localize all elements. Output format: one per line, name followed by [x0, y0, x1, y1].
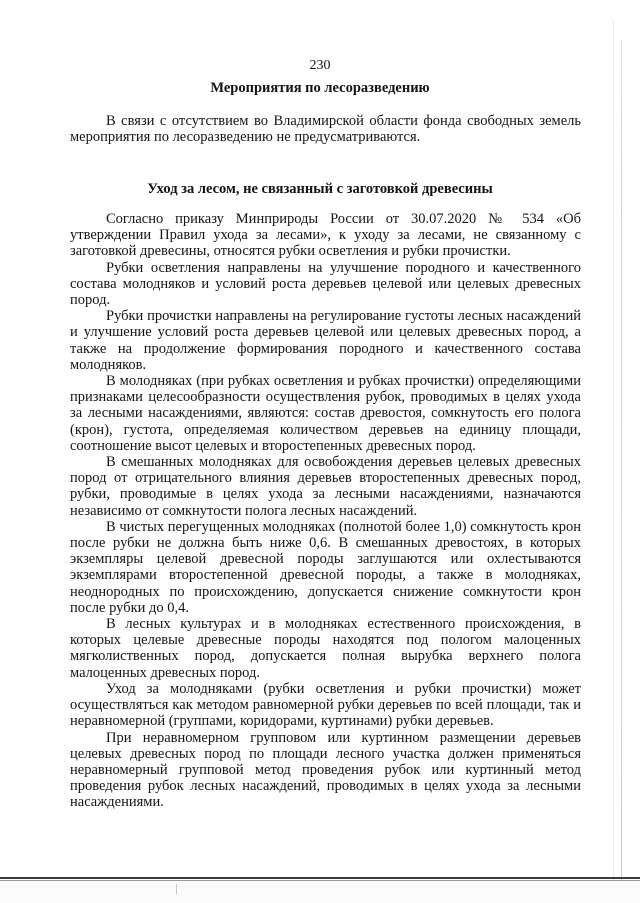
page-number: 230 [309, 58, 331, 73]
paragraph: В молодняках (при рубках осветления и рубках прочистки) определяющими признаками целесообразности осуществления рубок, проводимых в целях ухода за лесными насаждениями, являются: состав древостоя, сомкнутость его полога (крон), густота, определяемая количеством деревьев на единицу площади, соотношение высот целевых и второстепенных древесных пород. [70, 373, 581, 454]
paragraph: Рубки прочистки направлены на регулирование густоты лесных насаждений и улучшение условий роста деревьев целевой или целевых древесных пород, а также на продолжение формирования породного и качественного состава молодняков. [70, 308, 581, 373]
section-title-afforestation: Мероприятия по лесоразведению [210, 80, 430, 96]
scan-mark [176, 884, 177, 894]
paragraph: При неравномерном групповом или куртинном размещении деревьев целевых древесных пород по площади лесного участка должен применяться неравномерный групповой метод проведения рубок или куртинный метод проведения рубок лесных насаждений, проводимых в целях ухода за лесными насаждениями. [70, 729, 581, 811]
scan-edge-line [621, 40, 622, 880]
paragraph: В смешанных молодняках для освобождения деревьев целевых древесных пород от отрицательного влияния деревьев второстепенных древесных пород, рубки, проводимые в целях ухода за лесными насаждениями, назначаются независимо от сомкнутости полога лесных насаждений. [70, 454, 581, 519]
paragraph: В чистых перегущенных молодняках (полнотой более 1,0) сомкнутость крон после рубки не должна быть ниже 0,6. В смешанных древостоях, в которых экземпляры целевой древесной породы заглушаются или охлестываются экземплярами второстепенной древесной породы, а также в молодняках, неоднородных по происхождению, допускается снижение сомкнутости крон после рубки до 0,4. [70, 518, 581, 616]
scan-margin [0, 881, 640, 903]
page-bottom-edge [0, 877, 640, 879]
paragraph: Рубки осветления направлены на улучшение породного и качественного состава молодняков и условий роста деревьев целевой или целевых древесных пород. [70, 259, 581, 309]
forest-care-body [70, 211, 581, 811]
section-title-forest-care: Уход за лесом, не связанный с заготовкой древесины [147, 181, 493, 197]
paragraph: Уход за молодняками (рубки осветления и рубки прочистки) может осуществляться как методом равномерной рубки деревьев по всей площади, так и неравномерной (группами, коридорами, куртинами) рубки деревьев. [70, 680, 581, 730]
scan-edge-line [613, 20, 614, 880]
paragraph: Согласно приказу Минприроды России от 30.07.2020 № 534 «Об утверждении Правил ухода за лесами», к уходу за лесами, не связанному с заготовкой древесины, относятся рубки осветления и рубки прочистки. [70, 211, 581, 260]
paragraph: В лесных культурах и в молодняках естественного происхождения, в которых целевые древесные породы находятся под пологом малоценных мягколиственных пород, допускается полная вырубка верхнего полога малоценных древесных пород. [70, 616, 581, 681]
paragraph-afforestation: В связи с отсутствием во Владимирской области фонда свободных земель мероприятия по лесоразведению не предусматриваются. [70, 113, 581, 146]
